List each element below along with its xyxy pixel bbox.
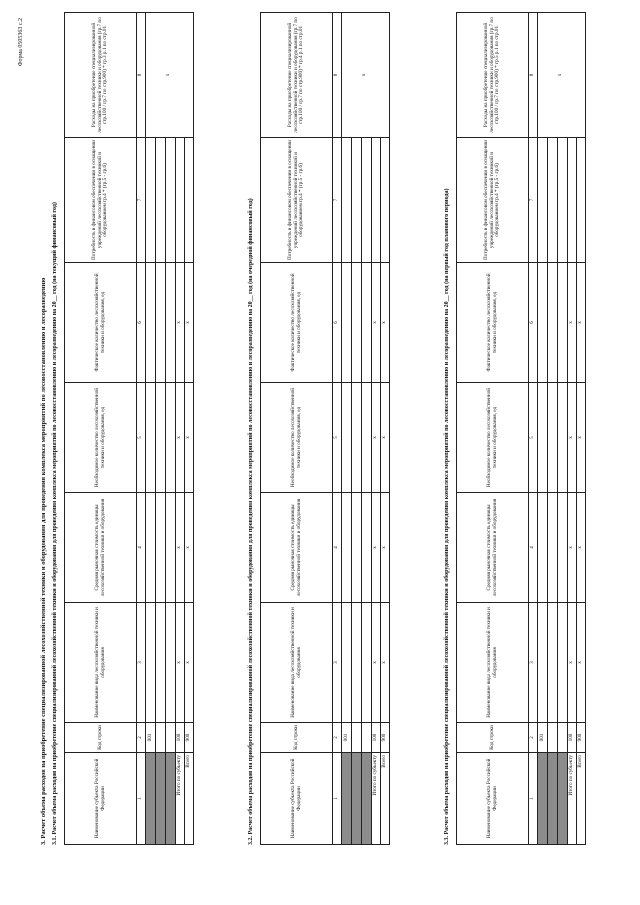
data-cell (156, 723, 166, 753)
column-number: 5 (333, 383, 342, 493)
column-header: Средняя рыночная стоимость единицы лесохозяйственной техники и оборудования (65, 493, 137, 603)
column-number: 2 (333, 723, 342, 753)
column-number: 6 (137, 263, 146, 383)
data-cell (166, 493, 176, 603)
data-cell (156, 603, 166, 723)
data-cell (146, 263, 156, 383)
data-cell (538, 263, 548, 383)
total-label: Итого по субъекту (176, 753, 185, 845)
column-number: 4 (137, 493, 146, 603)
data-cell (352, 263, 362, 383)
data-cell (576, 138, 585, 263)
data-cell (342, 383, 352, 493)
data-cell (558, 493, 568, 603)
column-header: Расходы на приобретение специализированной лесохозяйственной техники и оборудования (гр.7 по стр.100 / гр.7 по стр.900) * гр.4 р.1 по стр.01 (261, 13, 333, 138)
data-cell (342, 138, 352, 263)
expense-table (64, 12, 194, 845)
column-header: Потребность в финансовом обеспечении в оснащении учреждений лесохозяйственной техникой и оборудованием гр.4 * (гр.5 - гр.6) (261, 138, 333, 263)
data-cell (166, 603, 176, 723)
data-cell (380, 138, 389, 263)
section-title: 3.2. Расчет объема расходов на приобретение специализированной лесохозяйственной техники и оборудования для проведения комплекса мероприятий по лесовосстановлению и лесоразведению на 20__ год (на очередной финансовый год) (248, 198, 254, 845)
x-mark: x (176, 603, 185, 723)
data-cell (352, 138, 362, 263)
data-cell (548, 723, 558, 753)
column-number: 6 (529, 263, 538, 383)
document-heading: 3. Расчет объема расходов на приобретение специализированной лесохозяйственной техники и оборудования для проведения комплекса мероприятий по лесовосстановлению и лесоразведению (40, 277, 47, 845)
data-cell (558, 263, 568, 383)
data-cell (558, 138, 568, 263)
grand-total-label: Всего (184, 753, 193, 845)
column-number: 2 (137, 723, 146, 753)
expense-table (260, 12, 390, 845)
total-code: 100 (372, 723, 381, 753)
subject-name-cell (362, 753, 372, 845)
data-cell (352, 383, 362, 493)
column-number: 8 (333, 13, 342, 138)
x-mark: x (176, 263, 185, 383)
subject-name-cell (352, 753, 362, 845)
x-mark: x (576, 603, 585, 723)
data-cell (548, 493, 558, 603)
x-mark: x (146, 13, 194, 138)
data-cell (176, 138, 185, 263)
column-number: 3 (529, 603, 538, 723)
subject-name-cell (146, 753, 156, 845)
data-cell (146, 383, 156, 493)
column-header: Необходимое количество лесохозяйственной техники и оборудования, ед (261, 383, 333, 493)
data-cell (166, 263, 176, 383)
subject-name-cell (156, 753, 166, 845)
column-header: Средняя рыночная стоимость единицы лесохозяйственной техники и оборудования (457, 493, 529, 603)
column-number: 1 (529, 753, 538, 845)
data-cell (342, 263, 352, 383)
total-label: Итого по субъекту (372, 753, 381, 845)
column-number: 3 (137, 603, 146, 723)
subject-name-cell (342, 753, 352, 845)
x-mark: x (184, 493, 193, 603)
x-mark: x (380, 383, 389, 493)
column-header: Наименование вида лесохозяйственной техники и оборудования (261, 603, 333, 723)
column-number: 4 (333, 493, 342, 603)
data-cell (166, 138, 176, 263)
data-cell (362, 723, 372, 753)
data-cell (352, 603, 362, 723)
x-mark: x (372, 263, 381, 383)
column-number: 7 (137, 138, 146, 263)
grand-total-code: 900 (380, 723, 389, 753)
section-title: 3.3. Расчет объема расходов на приобретение специализированной лесохозяйственной техники и оборудования для проведения комплекса мероприятий по лесовосстановлению и лесоразведению на 20__ год (на первый год планового периода) (444, 188, 450, 845)
x-mark: x (568, 383, 577, 493)
data-cell (352, 493, 362, 603)
data-cell (372, 138, 381, 263)
x-mark: x (184, 263, 193, 383)
data-cell (352, 723, 362, 753)
x-mark: x (380, 603, 389, 723)
data-cell (548, 383, 558, 493)
column-number: 6 (333, 263, 342, 383)
column-header: Необходимое количество лесохозяйственной техники и оборудования, ед (65, 383, 137, 493)
data-cell (362, 138, 372, 263)
data-cell (156, 138, 166, 263)
row-code: 001 (538, 723, 548, 753)
data-cell (342, 493, 352, 603)
x-mark: x (184, 603, 193, 723)
data-cell (548, 603, 558, 723)
total-code: 100 (568, 723, 577, 753)
column-header: Фактическое количество лесохозяйственной техники и оборудования, ед (457, 263, 529, 383)
x-mark: x (576, 493, 585, 603)
column-number: 1 (137, 753, 146, 845)
expense-table (456, 12, 586, 845)
column-header: Код строки (457, 723, 529, 753)
grand-total-label: Всего (576, 753, 585, 845)
subject-name-cell (538, 753, 548, 845)
column-header: Необходимое количество лесохозяйственной техники и оборудования, ед (457, 383, 529, 493)
x-mark: x (372, 383, 381, 493)
x-mark: x (372, 603, 381, 723)
grand-total-code: 900 (576, 723, 585, 753)
data-cell (146, 138, 156, 263)
data-cell (568, 138, 577, 263)
column-header: Фактическое количество лесохозяйственной техники и оборудования, ед (65, 263, 137, 383)
data-cell (538, 603, 548, 723)
column-header: Наименование субъекта Российской Федерации (457, 753, 529, 845)
data-cell (538, 383, 548, 493)
column-number: 8 (529, 13, 538, 138)
data-cell (362, 383, 372, 493)
total-label: Итого по субъекту (568, 753, 577, 845)
data-cell (362, 493, 372, 603)
column-header: Наименование вида лесохозяйственной техники и оборудования (65, 603, 137, 723)
column-header: Расходы на приобретение специализированной лесохозяйственной техники и оборудования (гр.7 по стр.100 / гр.7 по стр.900) * гр.3 р.1 по стр.01 (65, 13, 137, 138)
column-number: 3 (333, 603, 342, 723)
data-cell (548, 263, 558, 383)
x-mark: x (184, 383, 193, 493)
data-cell (538, 138, 548, 263)
data-cell (548, 138, 558, 263)
x-mark: x (576, 383, 585, 493)
data-cell (558, 383, 568, 493)
data-cell (558, 603, 568, 723)
subject-name-cell (548, 753, 558, 845)
grand-total-label: Всего (380, 753, 389, 845)
data-cell (558, 723, 568, 753)
data-cell (146, 493, 156, 603)
total-code: 100 (176, 723, 185, 753)
column-header: Код строки (261, 723, 333, 753)
subject-name-cell (166, 753, 176, 845)
data-cell (362, 263, 372, 383)
x-mark: x (538, 13, 586, 138)
data-cell (156, 263, 166, 383)
column-header: Потребность в финансовом обеспечении в оснащении учреждений лесохозяйственной техникой и оборудованием гр.4 * (гр.5 - гр.6) (457, 138, 529, 263)
column-header: Наименование вида лесохозяйственной техники и оборудования (457, 603, 529, 723)
x-mark: x (568, 493, 577, 603)
column-header: Код строки (65, 723, 137, 753)
column-header: Средняя рыночная стоимость единицы лесохозяйственной техники и оборудования (261, 493, 333, 603)
x-mark: x (576, 263, 585, 383)
x-mark: x (380, 263, 389, 383)
grand-total-code: 900 (184, 723, 193, 753)
column-number: 5 (137, 383, 146, 493)
form-code: Форма 0505363 с.2 (18, 18, 24, 67)
data-cell (146, 603, 156, 723)
data-cell (184, 138, 193, 263)
data-cell (156, 383, 166, 493)
data-cell (362, 603, 372, 723)
subject-name-cell (558, 753, 568, 845)
x-mark: x (380, 493, 389, 603)
x-mark: x (342, 13, 390, 138)
column-number: 8 (137, 13, 146, 138)
data-cell (166, 723, 176, 753)
data-cell (538, 493, 548, 603)
x-mark: x (568, 603, 577, 723)
column-header: Фактическое количество лесохозяйственной техники и оборудования, ед (261, 263, 333, 383)
column-number: 2 (529, 723, 538, 753)
section-title: 3.1. Расчет объема расходов на приобретение специализированной лесохозяйственной техники и оборудования для проведения комплекса мероприятий по лесовосстановлению и лесоразведению на 20__ год (на текущий финансовый год) (52, 202, 58, 845)
column-number: 7 (333, 138, 342, 263)
column-header: Наименование субъекта Российской Федерации (261, 753, 333, 845)
x-mark: x (176, 493, 185, 603)
column-number: 4 (529, 493, 538, 603)
column-header: Расходы на приобретение специализированной лесохозяйственной техники и оборудования (гр.7 по стр.100 / гр.7 по стр.900) * гр.5 р.1 по стр.01 (457, 13, 529, 138)
column-number: 7 (529, 138, 538, 263)
column-header: Потребность в финансовом обеспечении в оснащении учреждений лесохозяйственной техникой и оборудованием гр.4 * (гр.5 - гр.6) (65, 138, 137, 263)
data-cell (342, 603, 352, 723)
row-code: 001 (342, 723, 352, 753)
column-number: 1 (333, 753, 342, 845)
row-code: 001 (146, 723, 156, 753)
data-cell (166, 383, 176, 493)
x-mark: x (372, 493, 381, 603)
column-header: Наименование субъекта Российской Федерации (65, 753, 137, 845)
x-mark: x (568, 263, 577, 383)
x-mark: x (176, 383, 185, 493)
column-number: 5 (529, 383, 538, 493)
data-cell (156, 493, 166, 603)
